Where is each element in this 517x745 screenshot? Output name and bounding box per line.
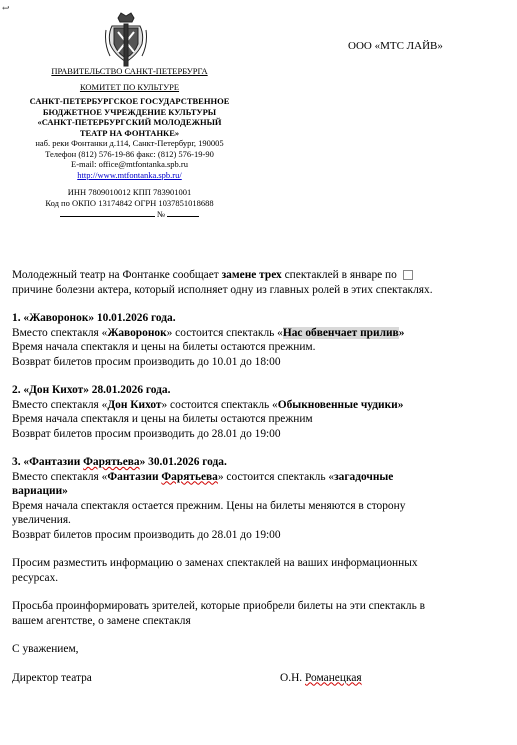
letterhead-okpo: Код по ОКПО 13174842 ОГРН 1037851018688 (45, 197, 214, 208)
letterhead-government: ПРАВИТЕЛЬСТВО САНКТ-ПЕТЕРБУРГА (51, 66, 208, 76)
section-1-heading: 1. «Жаворонок» 10.01.2026 года. (12, 312, 176, 324)
request-2-line-1: Просьба проинформировать зрителей, которые приобрели билеты на эти спектакль в (12, 600, 426, 612)
section-2-heading: 2. «Дон Кихот» 28.01.2026 года. (12, 384, 171, 396)
section-2-time: Время начала спектакля и цены на билеты остаются прежним (12, 413, 313, 425)
letterhead-institution-2: БЮДЖЕТНОЕ УЧРЕЖДЕНИЕ КУЛЬТУРЫ (42, 106, 217, 117)
outgoing-date-blank (167, 208, 199, 217)
letterhead-email: E-mail: office@mtfontanka.spb.ru (71, 159, 188, 169)
recipient-org: ООО «МТС ЛАЙВ» (348, 40, 443, 52)
signature-name: О.Н. Романецкая (280, 671, 362, 684)
letterhead-address: наб. реки Фонтанки д.114, Санкт-Петербург, 190005 (35, 138, 224, 148)
intro-line-1: Молодежный театр на Фонтанке сообщает замене трех спектаклей в январе по (12, 268, 507, 283)
section-1-refund: Возврат билетов просим производить до 10.01 до 18:00 (12, 355, 281, 368)
letterhead-website-link[interactable]: http://www.mtfontanka.spb.ru/ (77, 169, 182, 180)
paragraph-mark: ↩ (2, 3, 10, 13)
checkbox-icon (403, 270, 413, 280)
section-1-time: Время начала спектакля и цены на билеты остаются прежним. (12, 341, 316, 353)
coat-of-arms-emblem (104, 10, 148, 68)
intro-line-2: причине болезни актера, который исполняет одну из главных ролей в этих спектаклях. (12, 283, 433, 296)
outgoing-number-blank (60, 208, 155, 217)
section-3-time-2: увеличения. (12, 514, 71, 526)
section-3-heading: 3. «Фантазии Фарятьева» 30.01.2026 года. (12, 456, 227, 468)
letterhead (12, 66, 247, 220)
signature-row (12, 671, 507, 687)
letterhead-institution-1: САНКТ-ПЕТЕРБУРГСКОЕ ГОСУДАРСТВЕННОЕ (29, 96, 230, 106)
section-2-replace: Вместо спектакля «Дон Кихот» состоится спектакль «Обыкновенные чудики» (12, 398, 404, 411)
section-1-replace: Вместо спектакля «Жаворонок» состоится спектакль «Нас обвенчает прилив» (12, 326, 405, 339)
request-1-line-1: Просим разместить информацию о заменах спектаклей на ваших информационных (12, 557, 418, 569)
section-3-refund: Возврат билетов просим производить до 28.01 до 19:00 (12, 528, 281, 541)
section-3-replace: Вместо спектакля «Фантазии Фарятьева» состоится спектакль «загадочные (12, 470, 394, 483)
signature-title: Директор театра (12, 671, 92, 684)
section-3-time-1: Время начала спектакля остается прежним. Цены на билеты меняются в сторону (12, 499, 406, 512)
letterhead-number-line: № (12, 208, 247, 220)
letter-body (12, 268, 507, 687)
letterhead-phone: Телефон (812) 576-19-86 факс: (812) 576-19-90 (45, 148, 214, 159)
section-3-replace-cont: вариации» (12, 485, 68, 497)
closing: С уважением, (12, 643, 79, 655)
letterhead-committee: КОМИТЕТ ПО КУЛЬТУРЕ (79, 81, 180, 92)
letterhead-inn: ИНН 7809010012 КПП 783901001 (67, 187, 192, 197)
request-1-line-2: ресурсах. (12, 571, 59, 584)
letterhead-institution-4: ТЕАТР НА ФОНТАНКЕ» (79, 127, 180, 138)
letterhead-institution-3: «САНКТ-ПЕТЕРБУРГСКИЙ МОЛОДЕЖНЫЙ (37, 117, 222, 127)
section-2-refund: Возврат билетов просим производить до 28.01 до 19:00 (12, 427, 281, 440)
request-2-line-2: вашем агентстве, о замене спектакля (12, 614, 191, 627)
